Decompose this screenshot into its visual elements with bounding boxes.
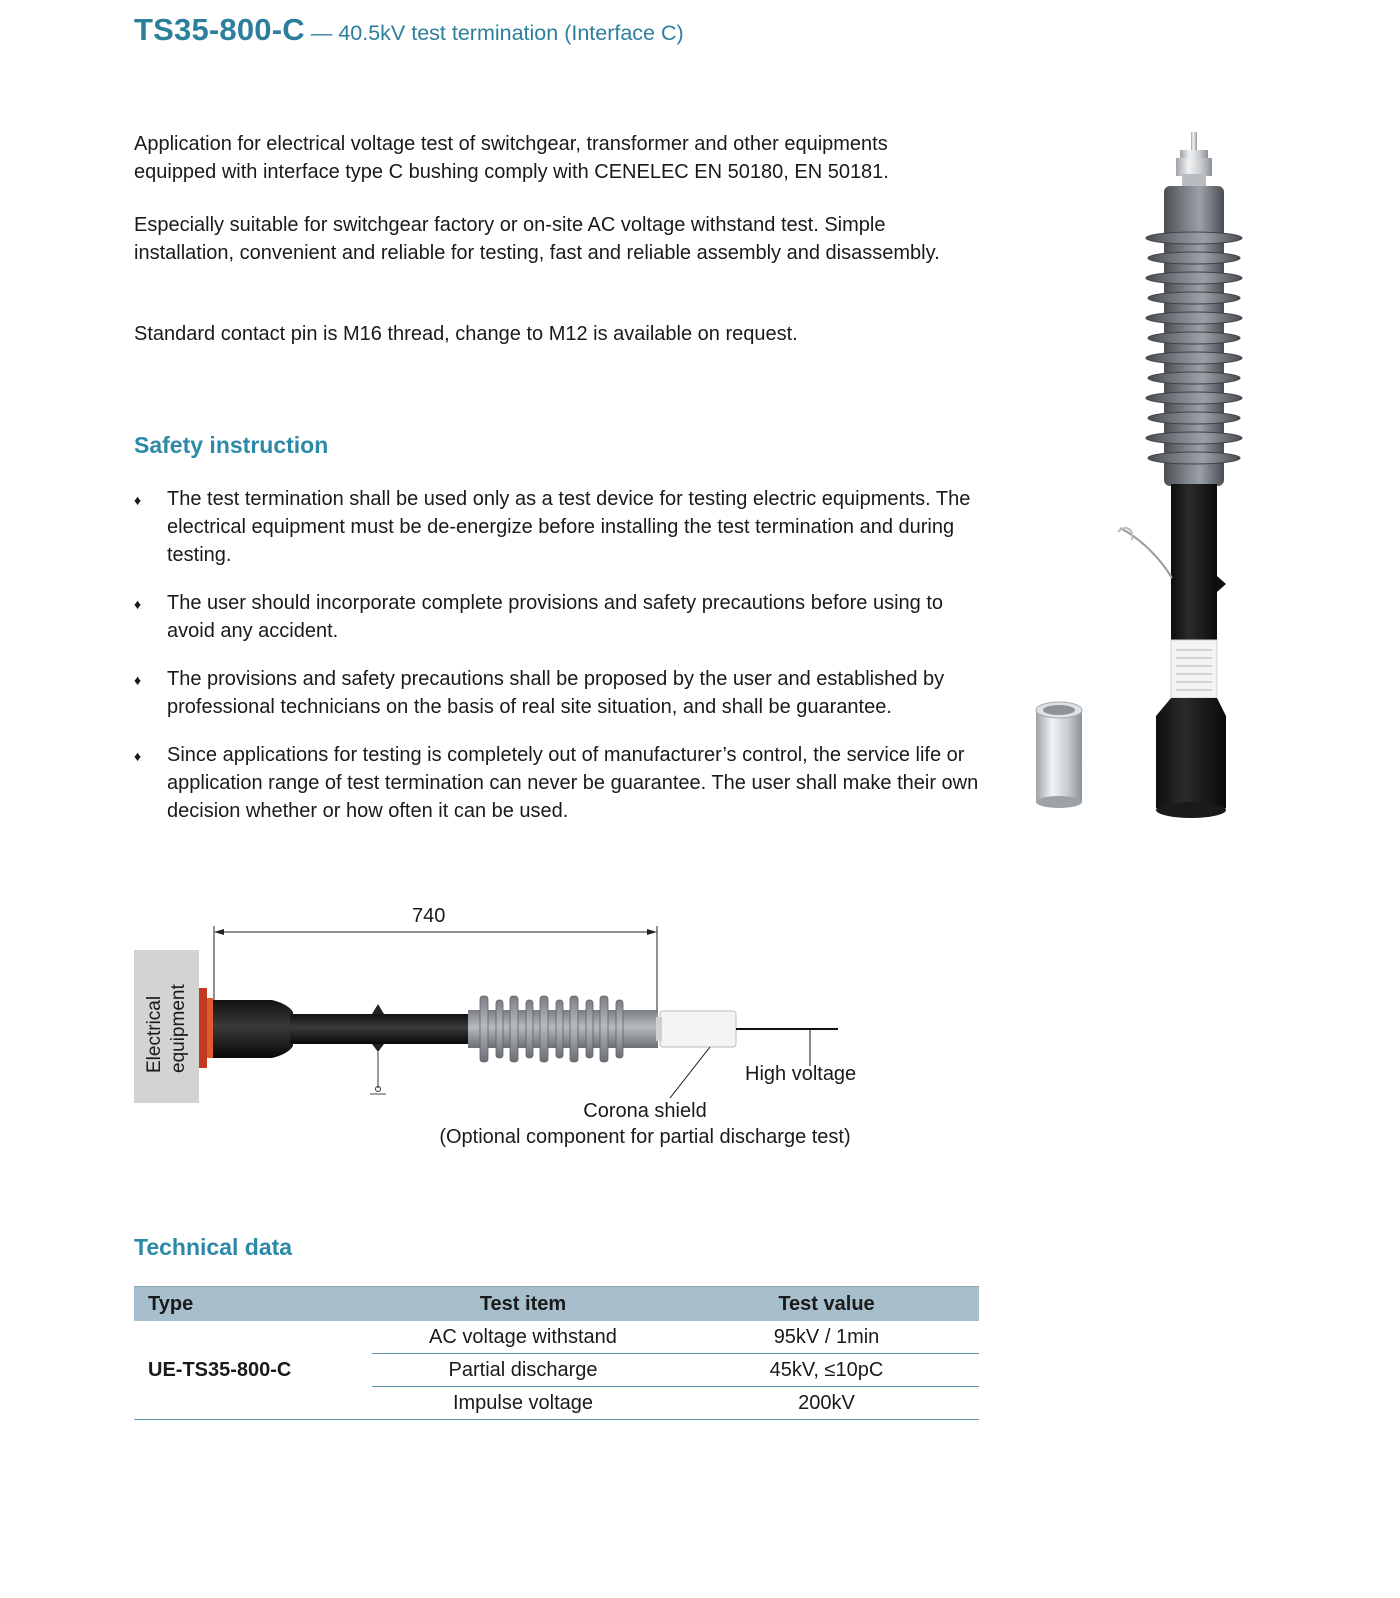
high-voltage-label: High voltage — [745, 1063, 857, 1085]
dimension-label: 740 — [412, 905, 446, 927]
corona-shield-note: (Optional component for partial discharge test) — [439, 1126, 851, 1148]
diamond-bullet-icon: ♦ — [134, 672, 142, 688]
safety-item-text: The test termination shall be used only as a test device for testing electric equipments. The electrical equipment must be de-energize before installing the test termination and during testing. — [167, 488, 971, 566]
column-header-type: Type — [134, 1287, 372, 1322]
column-header-test-item: Test item — [372, 1287, 674, 1322]
product-code: TS35-800-C — [134, 12, 305, 47]
diamond-bullet-icon: ♦ — [134, 748, 142, 764]
product-subtitle: — 40.5kV test termination (Interface C) — [310, 21, 684, 45]
safety-list — [134, 485, 994, 845]
intro-paragraph-3: Standard contact pin is M16 thread, change to M12 is available on request. — [134, 323, 798, 345]
page-title — [134, 12, 684, 48]
equipment-label-line2: equipment — [168, 984, 189, 1073]
corona-shield-caption — [425, 1098, 865, 1150]
type-cell: UE-TS35-800-C — [134, 1321, 372, 1420]
test-item-cell: Partial discharge — [372, 1354, 674, 1387]
test-value-cell: 200kV — [674, 1387, 979, 1420]
intro-paragraph-2: Especially suitable for switchgear factory or on-site AC voltage withstand test. Simple installation, convenient and reliable for testing, fast and reliable assembly and disassembly. — [134, 214, 940, 264]
diamond-bullet-icon: ♦ — [134, 492, 142, 508]
test-value-cell: 95kV / 1min — [674, 1321, 979, 1354]
safety-item — [134, 665, 994, 721]
test-value-cell: 45kV, ≤10pC — [674, 1354, 979, 1387]
intro-paragraph-1: Application for electrical voltage test of switchgear, transformer and other equipments equipped with interface type C bushing comply with CENELEC EN 50180, EN 50181. — [134, 133, 889, 183]
test-item-cell: Impulse voltage — [372, 1387, 674, 1420]
diamond-bullet-icon: ♦ — [134, 596, 142, 612]
table-row — [134, 1321, 979, 1354]
table-header-row — [134, 1287, 979, 1322]
safety-item-text: The provisions and safety precautions shall be proposed by the user and established by professional technicians on the basis of real site situation, and shall be guarantee. — [167, 668, 945, 718]
safety-item — [134, 589, 994, 645]
technical-heading: Technical data — [134, 1234, 293, 1260]
equipment-label-line1: Electrical — [144, 995, 165, 1073]
safety-item — [134, 485, 994, 569]
safety-item-text: The user should incorporate complete provisions and safety precautions before using to avoid any accident. — [167, 592, 944, 642]
product-photo — [1030, 128, 1270, 834]
safety-item — [134, 741, 994, 825]
safety-item-text: Since applications for testing is completely out of manufacturer’s control, the service life or application range of test termination can never be guarantee. The user shall make their own decision whether or how often it can be used. — [167, 744, 979, 822]
safety-heading: Safety instruction — [134, 432, 329, 458]
column-header-test-value: Test value — [674, 1287, 979, 1322]
test-item-cell: AC voltage withstand — [372, 1321, 674, 1354]
technical-table — [134, 1286, 979, 1420]
electrical-equipment-label — [143, 984, 191, 1073]
corona-shield-label: Corona shield — [583, 1100, 707, 1122]
